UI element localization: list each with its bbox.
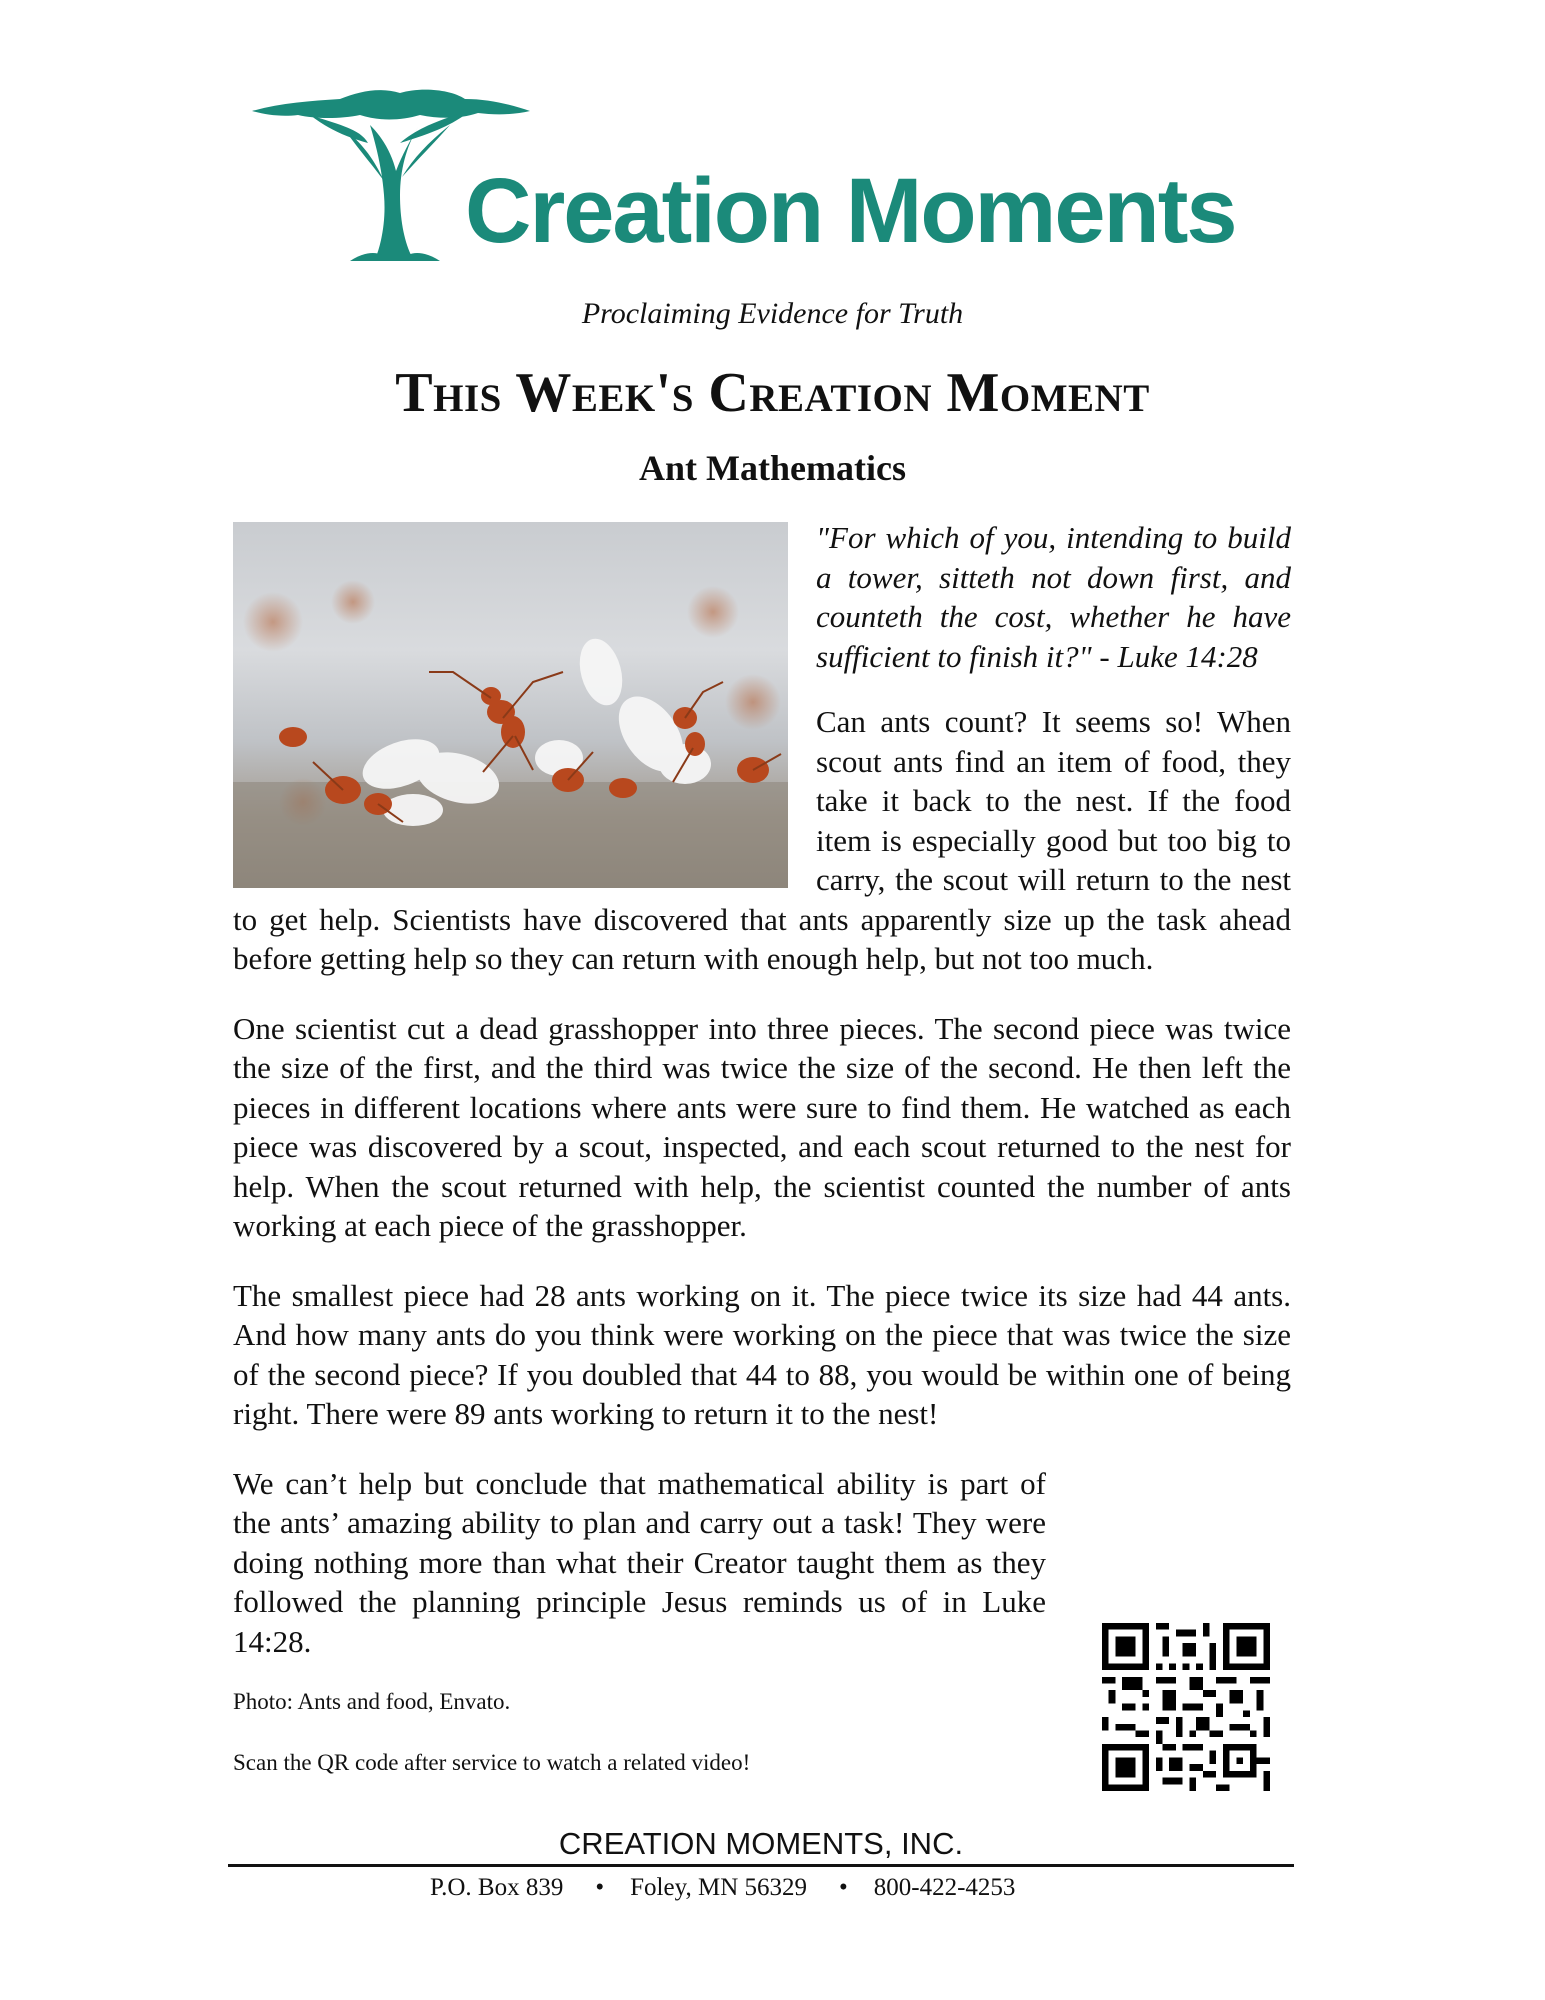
article-paragraph: We can’t help but conclude that mathematical ability is part of the ants’ amazing ability to plan and carry out a task! They were doing nothing more than what their Creator taught them as they followed the planning principle Jesus reminds us of in Luke 14:28. [233,1465,1046,1659]
separator: • [595,1874,605,1901]
article-title: Ant Mathematics [639,448,906,488]
contact-info [430,1872,1015,1905]
article-paragraph: One scientist cut a dead grasshopper into three pieces. The second piece was twice the size of the first, and the third was twice the size of the second. He then left the pieces in different locations where ants were sure to find them. He watched as each piece was discovered by a scout, inspected, and each scout returned to the nest for help. When the scout returned with help, the scientist counted the number of ants working at each piece of the grasshopper. [233,1010,1291,1243]
footer-divider [228,1864,1294,1867]
creation-moments-logo [250,85,1270,270]
photo-credit: Photo: Ants and food, Envato. [233,1689,511,1714]
po-box: P.O. Box 839 [430,1874,564,1901]
scripture-verse: "For which of you, intending to build a tower, sitteth not down first, and counteth the cost, whether he have sufficient to finish it?" - Luke 14:28 [816,520,1291,674]
article-paragraph: The smallest piece had 28 ants working on it. The piece twice its size had 44 ants. And how many ants do you think were working on the piece that was twice the size of the second piece? If you doubled that 44 to 88, you would be within one of being right. There were 89 ants working to return it to the nest! [233,1277,1291,1431]
city-address: Foley, MN 56329 [630,1874,807,1901]
separator: • [839,1874,848,1901]
article-body [233,518,1291,1691]
qr-code-icon[interactable] [1102,1623,1270,1791]
page-title: This Week's Creation Moment [395,362,1150,424]
tagline: Proclaiming Evidence for Truth [581,297,964,330]
article-paragraph: Can ants count? It seems so! When scout ants find an item of food, they take it back to the nest. If the food item is especially good but too big to carry, the scout will return to the nest to get help. Scientists have discovered that ants apparently size up the task ahead before getting help so they can return with enough help, but not too much. [233,704,1291,976]
company-name: CREATION MOMENTS, INC. [558,1826,964,1861]
scan-note: Scan the QR code after service to watch a related video! [233,1750,751,1775]
logo-wordmark: Creation Moments [465,160,1236,262]
phone-number: 800-422-4253 [873,1874,1016,1901]
